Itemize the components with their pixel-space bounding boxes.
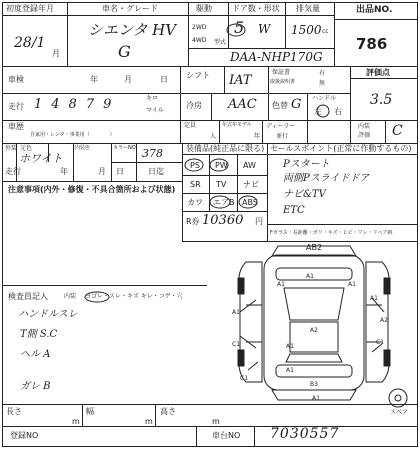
handle-right: 右: [334, 107, 342, 116]
damage-a1-hood: A1: [306, 273, 314, 280]
shaken-month: 月: [124, 75, 132, 84]
history-options: 自家用・レンタ・事業用（ ）: [30, 132, 115, 138]
damage-a1-front-right: A1: [348, 281, 356, 288]
grade: G: [118, 42, 131, 61]
interior-score-label2: 評価: [358, 132, 371, 139]
inspector-line-1: ハンドルスレ: [18, 309, 78, 320]
equip-aw: AW: [243, 161, 256, 170]
inspector-interior-notes: ヨゴレ・スレ・キズ キレ・コゲ・穴: [85, 293, 183, 300]
spare-label: スペア: [390, 409, 409, 416]
width-label: 幅: [86, 407, 94, 416]
mileage-label: 走行: [8, 102, 24, 111]
width-unit: m: [145, 417, 153, 426]
shaken-day: 日: [160, 75, 168, 84]
warranty-no: 無: [319, 80, 326, 87]
displacement-unit: cc: [322, 28, 329, 35]
r-ticket-label: R券: [186, 217, 200, 226]
equip-pw: PW: [215, 161, 228, 170]
inspector-title: 検査員記入: [8, 292, 48, 301]
first-reg-label: 初度登録年月: [6, 4, 54, 13]
ac-value: AAC: [228, 97, 257, 112]
equip-leather: カワ: [187, 198, 203, 207]
displacement-value: 1500: [291, 23, 322, 37]
door-shape-label: ドア数・形状: [232, 4, 280, 13]
equip-abs: ABS: [242, 198, 258, 207]
height-unit: m: [212, 417, 220, 426]
interior-score-label: 内装: [358, 123, 371, 130]
score-label: 評価点: [366, 68, 390, 77]
year-model-unit: 年: [254, 133, 261, 140]
capacity-label: 定員: [184, 122, 197, 129]
damage-c1-right: C1: [376, 339, 385, 346]
damage-a2-roof: A2: [310, 327, 318, 334]
damage-a1-right: A1: [370, 295, 378, 302]
original-color-label: 元色: [20, 145, 33, 152]
until-label: 日迄: [148, 167, 164, 176]
model-value: DAA-NHP170G: [230, 50, 323, 64]
warranty-label: 保証書: [272, 69, 291, 76]
shift-value: IAT: [229, 73, 252, 88]
inspector-line-4: ガレ B: [20, 381, 51, 392]
history-label: 車歴: [8, 122, 24, 131]
door-count: 5: [234, 18, 245, 37]
day-label: 日: [116, 167, 124, 176]
model-label: 型式: [214, 39, 227, 46]
color-change-value: G: [291, 97, 302, 112]
sales-point-4: ETC: [283, 205, 305, 216]
year-label: 年: [60, 167, 68, 176]
running-label: 走行: [5, 167, 21, 176]
chassis-value: 7030557: [270, 426, 340, 442]
equip-navi: ナビ: [243, 180, 259, 189]
name-grade-label: 車名・グレード: [102, 4, 158, 13]
warranty-sub: 取扱説明書: [270, 79, 296, 85]
handle-label: ハンドル: [312, 95, 337, 102]
drive-2wd: 2WD: [192, 24, 207, 31]
shaken-year: 年: [90, 75, 98, 84]
year-model-label: 年式年モデル: [222, 122, 252, 128]
sales-point-2: 両側Pスライドドア: [283, 173, 370, 184]
original-color-value: ホワイト: [19, 152, 63, 165]
color-no-label: カラーNO: [113, 145, 136, 151]
displacement-label: 排気量: [296, 4, 320, 13]
height-label: 高さ: [160, 407, 176, 416]
drive-label: 駆動: [196, 4, 212, 13]
lot-label: 出品NO.: [356, 5, 393, 15]
equip-tv: TV: [216, 180, 227, 189]
equip-ps: PS: [190, 161, 200, 170]
damage-a1-rear-left: A1: [286, 367, 294, 374]
warranty-yes: 有: [319, 70, 326, 77]
damage-a1-rear-bumper: A1: [312, 395, 320, 402]
score-value: 3.5: [370, 92, 393, 108]
reg-no-label: 登録NO: [10, 431, 39, 440]
interior-color-label: 内装色: [75, 145, 91, 151]
sales-points-footer: Fガラス・長距離・ガリ・キズ・ヒビ・ワレ・リペア跡: [270, 230, 393, 236]
dealer-sub: 並行: [276, 133, 289, 140]
inspector-line-3: ヘル A: [20, 349, 51, 360]
interior-score-value: C: [392, 123, 403, 139]
drive-4wd: 4WD: [192, 37, 207, 44]
handle-left: 左: [314, 107, 322, 116]
equip-airbag: エアB: [213, 198, 235, 207]
equipment-title: 装備品(純正品に限る): [186, 144, 265, 153]
exterior-label: 外装: [5, 145, 18, 152]
r-ticket-unit: 円: [255, 217, 263, 226]
length-unit: m: [72, 417, 80, 426]
sales-point-3: ナビ&TV: [283, 189, 326, 200]
color-no-value: 378: [142, 147, 163, 160]
first-reg-value: 28/1: [14, 35, 46, 51]
color-change-label: 色替: [272, 101, 288, 110]
mileage-value: 14879: [34, 97, 121, 112]
ac-label: 冷房: [186, 101, 202, 110]
damage-a1-front-left: A1: [277, 281, 285, 288]
month-label: 月: [98, 167, 106, 176]
sales-point-1: Pスタート: [283, 159, 330, 170]
damage-a2-right: A2: [380, 317, 388, 324]
mileage-unit: キロ: [146, 95, 159, 102]
damage-a1-rear: A1: [286, 343, 294, 350]
damage-c1-left: C1: [232, 341, 241, 348]
shift-label: シフト: [186, 71, 210, 80]
first-reg-unit: 月: [52, 49, 60, 58]
r-ticket-value: 10360: [202, 213, 244, 228]
inspector-interior-label: 内装: [64, 293, 77, 300]
notes-title: 注意事項(内外・修復・不具合箇所および状態): [8, 185, 176, 194]
car-name: シエンタ HV: [88, 21, 177, 39]
mileage-suffix: マイル: [146, 107, 164, 114]
damage-b3: B3: [310, 381, 318, 388]
chassis-label: 車台NO: [212, 431, 241, 440]
lot-number: 786: [356, 35, 388, 53]
sales-points-title: セールスポイント(正常に作動するもの): [270, 144, 412, 153]
inspector-line-2: T側 S.C: [20, 329, 58, 340]
length-label: 長さ: [6, 407, 22, 416]
damage-c1-rear-left: C1: [240, 375, 249, 382]
damage-ab2: AB2: [306, 243, 323, 252]
damage-a1-left: A1: [232, 309, 240, 316]
body-shape: W: [258, 22, 271, 36]
capacity-unit: 人: [210, 133, 217, 140]
dealer-label: ディーラー: [266, 123, 296, 130]
shaken-label: 車検: [8, 75, 24, 84]
equip-sr: SR: [190, 180, 201, 189]
